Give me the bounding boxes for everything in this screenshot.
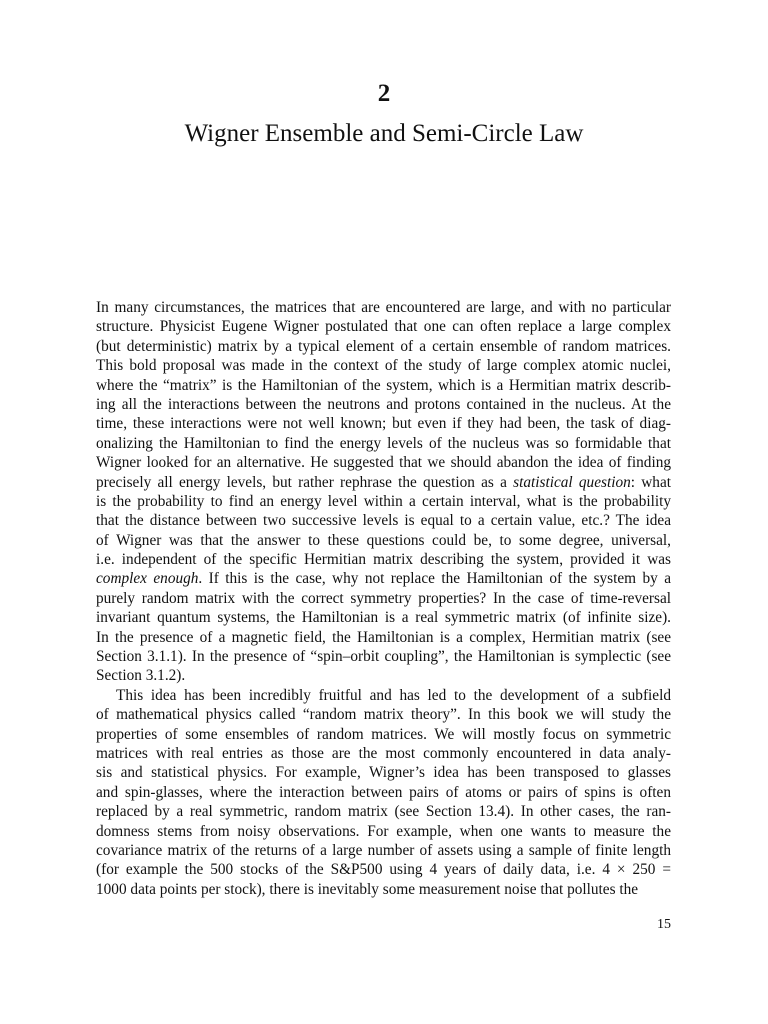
text-line: is the probability to find an energy level within a certain interval, what is the probability [96, 492, 671, 510]
text-line: that the distance between two successive levels is equal to a certain value, etc.? The idea [96, 512, 671, 530]
text-line: 1000 data points per stock), there is inevitably some measurement noise that pollutes the [96, 880, 639, 898]
chapter-title: Wigner Ensemble and Semi-Circle Law [184, 120, 584, 147]
paragraph [96, 298, 671, 686]
text-line: ing all the interactions between the neutrons and protons contained in the nucleus. At the [96, 395, 671, 413]
text-line: onalizing the Hamiltonian to find the energy levels of the nucleus was so formidable that [96, 434, 671, 452]
text-line: This idea has been incredibly fruitful and has led to the development of a subfield [116, 686, 671, 704]
text-line: of Wigner was that the answer to these questions could be, to some degree, universal, [96, 531, 671, 549]
text-segment: precisely all energy levels, but rather rephrase the question as a [96, 473, 514, 491]
text-line: of mathematical physics called “random matrix theory”. In this book we will study the [96, 706, 671, 724]
text-line: domness stems from noisy observations. For example, when one wants to measure the [96, 822, 671, 840]
text-segment: . If this is the case, why not replace the Hamiltonian of the system by a [198, 570, 671, 588]
body-text [96, 298, 671, 899]
text-line: properties of some ensembles of random matrices. We will mostly focus on symmetric [96, 725, 671, 743]
text-line: and spin-glasses, where the interaction between pairs of atoms or pairs of spins is often [96, 783, 671, 801]
text-line: replaced by a real symmetric, random matrix (see Section 13.4). In other cases, the ran- [96, 803, 671, 821]
text-line: structure. Physicist Eugene Wigner postulated that one can often replace a large complex [96, 318, 671, 336]
emphasis-text: statistical question [513, 473, 631, 491]
text-line: In many circumstances, the matrices that are encountered are large, and with no particular [96, 299, 671, 316]
text-line: where the “matrix” is the Hamiltonian of the system, which is a Hermitian matrix describ- [96, 376, 671, 394]
text-line: (but deterministic) matrix by a typical element of a certain ensemble of random matrices. [96, 337, 671, 355]
text-line: invariant quantum systems, the Hamiltonian is a real symmetric matrix (of infinite size). [96, 609, 671, 627]
text-line: Section 3.1.2). [96, 667, 186, 685]
text-line: (for example the 500 stocks of the S&P500 using 4 years of daily data, i.e. 4 × 250 = [96, 861, 671, 879]
text-line: sis and statistical physics. For example, Wigner’s idea has been transposed to glasses [96, 764, 671, 782]
paragraph [96, 686, 671, 899]
text-line: i.e. independent of the specific Hermitian matrix describing the system, provided it was [96, 551, 671, 569]
page-number: 15 [657, 917, 671, 932]
emphasis-text: complex enough [96, 570, 199, 588]
text-line: This bold proposal was made in the context of the study of large complex atomic nuclei, [96, 357, 671, 375]
text-segment: : what [630, 473, 671, 491]
text-line: time, these interactions were not well known; but even if they had been, the task of diag- [96, 415, 671, 433]
text-line [96, 569, 671, 588]
text-line: matrices with real entries as those are the most commonly encountered in data analy- [96, 744, 671, 762]
text-line: covariance matrix of the returns of a large number of assets using a sample of finite length [96, 841, 671, 859]
chapter-number: 2 [377, 80, 391, 107]
text-line [96, 473, 671, 492]
text-line: purely random matrix with the correct symmetry properties? In the case of time-reversal [96, 589, 671, 607]
text-line: In the presence of a magnetic field, the Hamiltonian is a complex, Hermitian matrix (see [96, 628, 671, 646]
text-line: Section 3.1.1). In the presence of “spin–orbit coupling”, the Hamiltonian is symplectic (see [96, 648, 671, 666]
text-line: Wigner looked for an alternative. He suggested that we should abandon the idea of finding [96, 454, 671, 472]
